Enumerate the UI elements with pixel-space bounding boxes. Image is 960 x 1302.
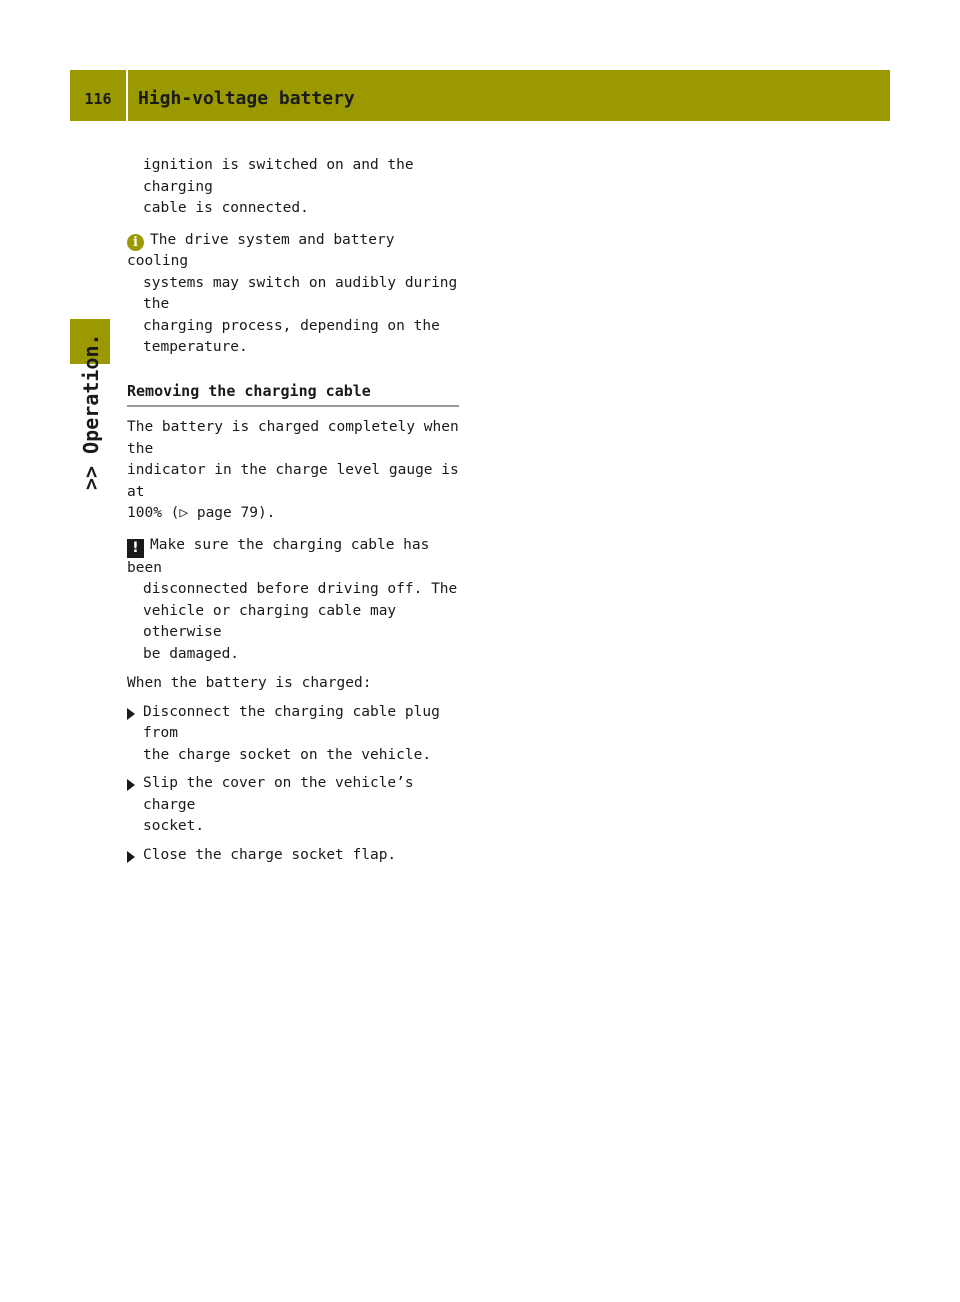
step-item xyxy=(127,845,459,867)
warning-note xyxy=(127,535,459,666)
section-side-label: >> Operation. xyxy=(79,333,103,490)
info-note xyxy=(127,230,459,359)
text-line: cable is connected. xyxy=(143,200,309,216)
page-title: High-voltage battery xyxy=(138,88,355,109)
step-arrow-icon xyxy=(127,708,135,720)
text-line xyxy=(127,230,459,273)
text-line: indicator in the charge level gauge is at xyxy=(127,462,459,500)
text-line: Slip the cover on the vehicle’s charge xyxy=(143,775,414,813)
section-heading: Removing the charging cable xyxy=(127,381,459,408)
note-text: Make sure the charging cable has been xyxy=(127,536,430,576)
text-line: Disconnect the charging cable plug from xyxy=(143,703,440,741)
header-divider xyxy=(126,70,128,121)
text-line: charging process, depending on the xyxy=(143,317,440,334)
step-arrow-icon xyxy=(127,851,135,863)
text-line: 100% (▷ page 79). xyxy=(127,505,276,521)
text-line: Close the charge socket flap. xyxy=(143,846,397,863)
step-arrow-icon xyxy=(127,779,135,791)
text-line: be damaged. xyxy=(143,645,240,662)
text-line: socket. xyxy=(143,818,205,834)
warning-icon: ! xyxy=(127,539,144,558)
text-line: systems may switch on audibly during the xyxy=(143,274,458,312)
info-icon: i xyxy=(127,234,144,251)
page-header xyxy=(70,70,890,121)
continued-paragraph xyxy=(127,155,459,220)
page-number: 116 xyxy=(84,89,112,108)
step-item xyxy=(127,773,459,838)
content-column xyxy=(127,155,459,866)
text-line: temperature. xyxy=(143,339,248,355)
when-charged-text: When the battery is charged: xyxy=(127,675,372,691)
text-line: The battery is charged completely when the xyxy=(127,419,459,457)
text-line xyxy=(127,535,459,580)
text-line: the charge socket on the vehicle. xyxy=(143,746,432,763)
text-line: vehicle or charging cable may otherwise xyxy=(143,602,397,640)
note-text: The drive system and battery cooling xyxy=(127,231,395,269)
text-line: ignition is switched on and the charging xyxy=(143,157,414,195)
step-item xyxy=(127,702,459,767)
text-line: disconnected before driving off. The xyxy=(143,581,458,597)
intro-paragraph xyxy=(127,417,459,525)
